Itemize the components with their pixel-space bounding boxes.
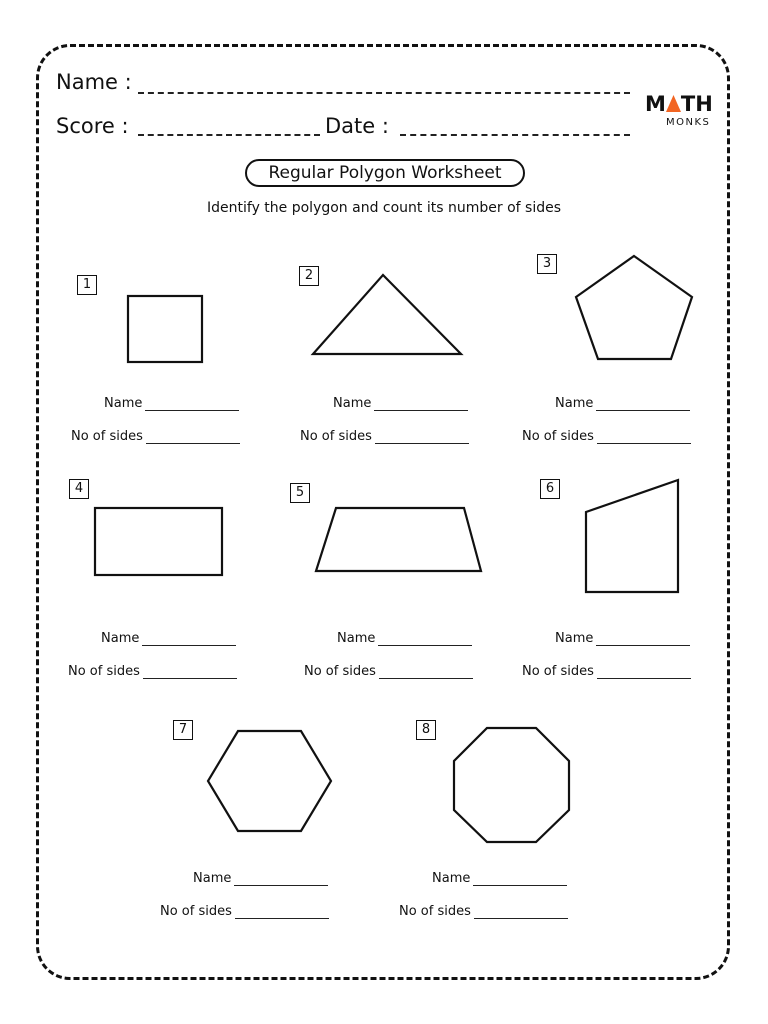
sides-answer-row [304,664,473,679]
name-answer-blank[interactable] [142,631,236,646]
sides-label: No of sides [160,904,232,919]
problem-number: 8 [416,720,436,740]
problem-number: 5 [290,483,310,503]
name-answer-blank[interactable] [596,396,690,411]
name-answer-row [432,871,567,886]
sides-label: No of sides [300,429,372,444]
problem-number: 1 [77,275,97,295]
name-answer-row [555,631,690,646]
shape-square [128,296,202,362]
name-answer-row [555,396,690,411]
name-answer-blank[interactable] [378,631,472,646]
sides-label: No of sides [71,429,143,444]
sides-label: No of sides [522,664,594,679]
name-label: Name [101,631,140,646]
problem-number: 3 [537,254,557,274]
sides-answer-blank[interactable] [474,904,568,919]
name-answer-blank[interactable] [473,871,567,886]
sides-answer-row [300,429,469,444]
shape-trapezoid [316,508,481,571]
logo-word: M TH [645,92,713,116]
shape-octagon [454,728,569,842]
sides-answer-blank[interactable] [379,664,473,679]
score-label: Score : [56,114,129,138]
worksheet-title: Regular Polygon Worksheet [245,159,525,187]
sides-answer-row [522,429,691,444]
name-label: Name [432,871,471,886]
date-label: Date : [325,114,389,138]
sides-label: No of sides [68,664,140,679]
name-label: Name [193,871,232,886]
sides-answer-row [522,664,691,679]
sides-answer-row [399,904,568,919]
shape-triangle [313,275,461,354]
sides-answer-blank[interactable] [146,429,240,444]
shape-quadrilateral [586,480,678,592]
name-label: Name [333,396,372,411]
shape-rectangle [95,508,222,575]
name-label: Name [104,396,143,411]
shape-hexagon [208,731,331,831]
name-answer-row [337,631,472,646]
name-answer-blank[interactable] [374,396,468,411]
shape-pentagon [576,256,692,359]
name-answer-blank[interactable] [234,871,328,886]
name-answer-row [104,396,239,411]
name-answer-row [193,871,328,886]
name-label: Name [555,396,594,411]
name-label: Name : [56,70,132,94]
name-answer-row [101,631,236,646]
sides-answer-blank[interactable] [235,904,329,919]
sides-label: No of sides [304,664,376,679]
sides-answer-blank[interactable] [375,429,469,444]
name-label: Name [555,631,594,646]
sides-answer-row [68,664,237,679]
problem-number: 2 [299,266,319,286]
name-label: Name [337,631,376,646]
sides-answer-blank[interactable] [143,664,237,679]
sides-answer-blank[interactable] [597,429,691,444]
sides-answer-row [71,429,240,444]
sides-answer-blank[interactable] [597,664,691,679]
problem-number: 7 [173,720,193,740]
name-answer-blank[interactable] [145,396,239,411]
sides-answer-row [160,904,329,919]
sides-label: No of sides [522,429,594,444]
problem-number: 6 [540,479,560,499]
problem-number: 4 [69,479,89,499]
instructions: Identify the polygon and count its number of sides [207,200,561,216]
sides-label: No of sides [399,904,471,919]
name-answer-row [333,396,468,411]
name-answer-blank[interactable] [596,631,690,646]
logo-subtext: MONKS [666,117,711,128]
